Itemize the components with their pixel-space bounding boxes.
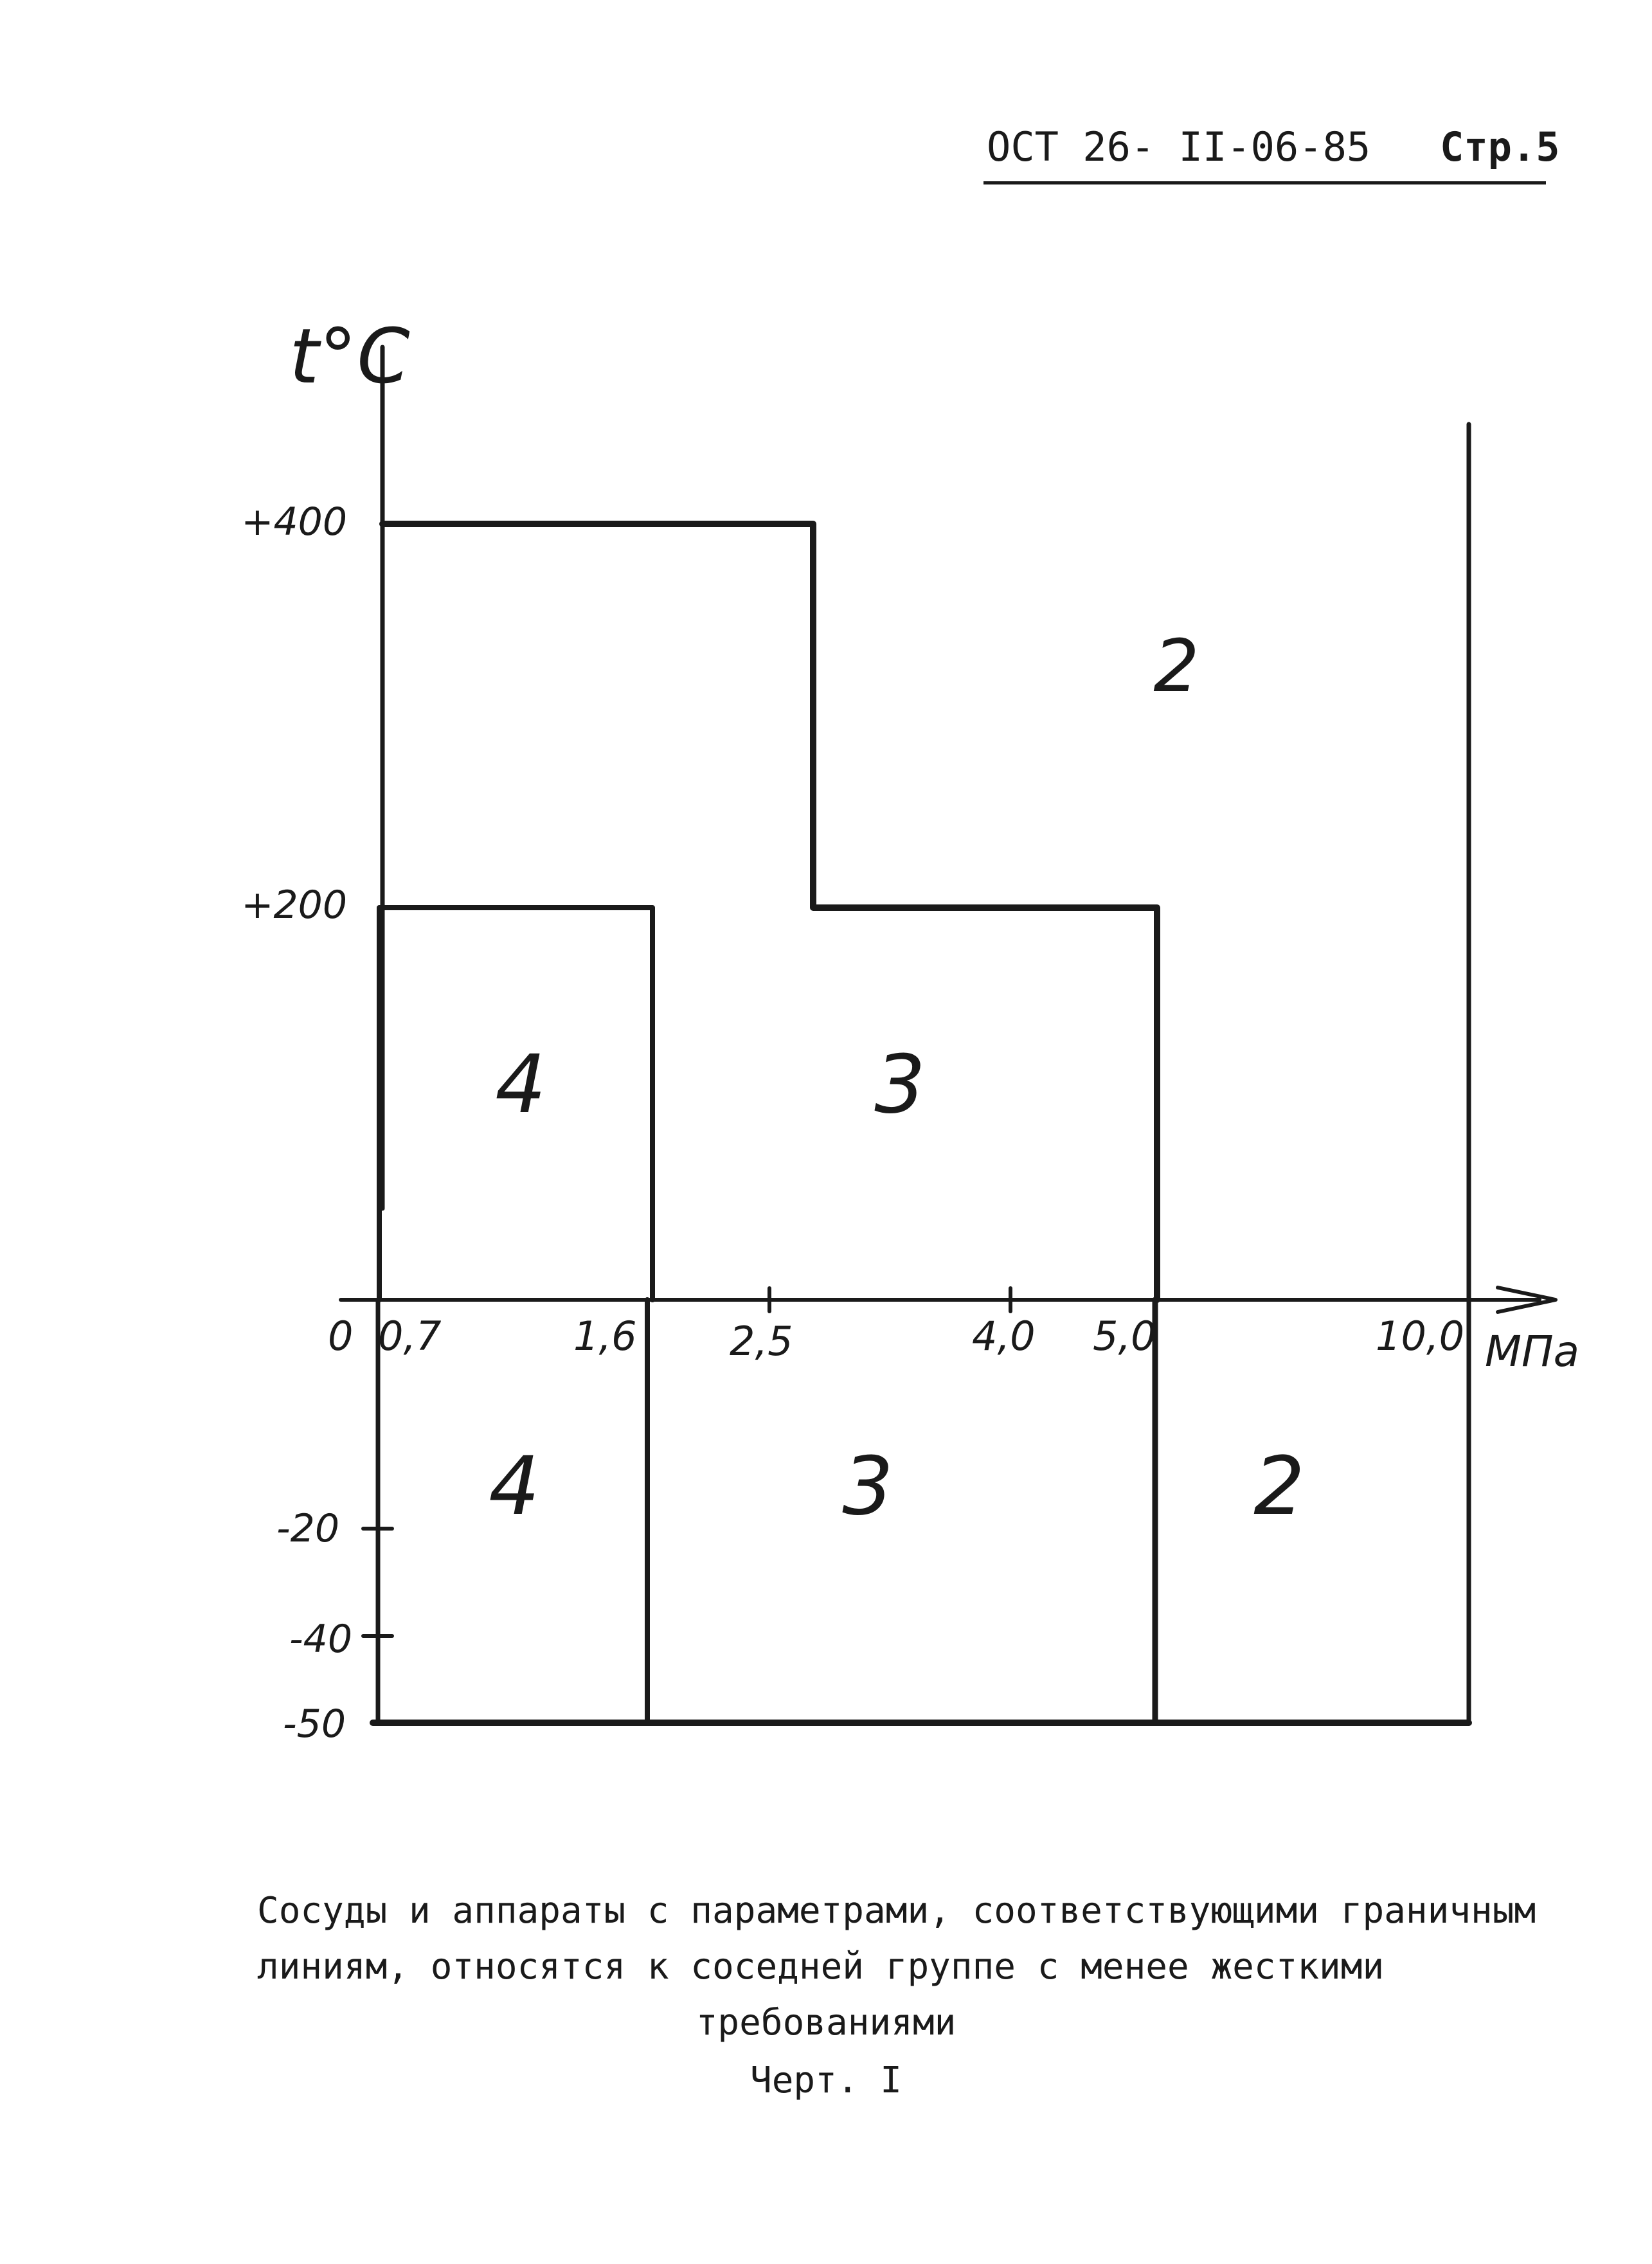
zone-group-4: 4	[489, 1440, 540, 1533]
zone-group-3: 3	[874, 1038, 926, 1131]
y-tick-label: +200	[241, 883, 347, 928]
boundary-group2-upper	[382, 524, 1157, 1300]
y-tick-label: +400	[241, 499, 347, 544]
y-tick-label: -50	[283, 1702, 346, 1747]
origin-label: 0	[328, 1313, 354, 1360]
x-axis-unit: МПа	[1485, 1327, 1580, 1376]
page-number: Стр.5	[1440, 123, 1560, 170]
y-axis-label: t°C	[289, 312, 410, 400]
x-tick-label: 1,6	[573, 1313, 637, 1360]
x-tick-label: 4,0	[972, 1313, 1036, 1360]
y-tick-label: -20	[276, 1506, 339, 1551]
caption-line: Сосуды и аппараты с параметрами, соответствующими граничным	[257, 1890, 1536, 1932]
x-tick-label: 10,0	[1376, 1313, 1465, 1360]
x-tick-label: 5,0	[1093, 1313, 1156, 1360]
zone-group-2: 2	[1153, 625, 1199, 708]
zone-group-4: 4	[495, 1038, 546, 1131]
figure-label: Черт. I	[750, 2060, 902, 2101]
zone-group-2: 2	[1253, 1440, 1305, 1533]
zone-group-3: 3	[842, 1440, 893, 1533]
x-tick-label: 0,7	[378, 1313, 442, 1360]
caption-line: линиям, относятся к соседней группе с менее жесткими	[257, 1946, 1385, 1988]
caption-line: требованиями	[696, 2002, 956, 2044]
y-tick-label: -40	[289, 1617, 352, 1662]
x-tick-label: 2,5	[730, 1318, 793, 1365]
document-code: ОСТ 26- II-06-85	[987, 123, 1371, 170]
